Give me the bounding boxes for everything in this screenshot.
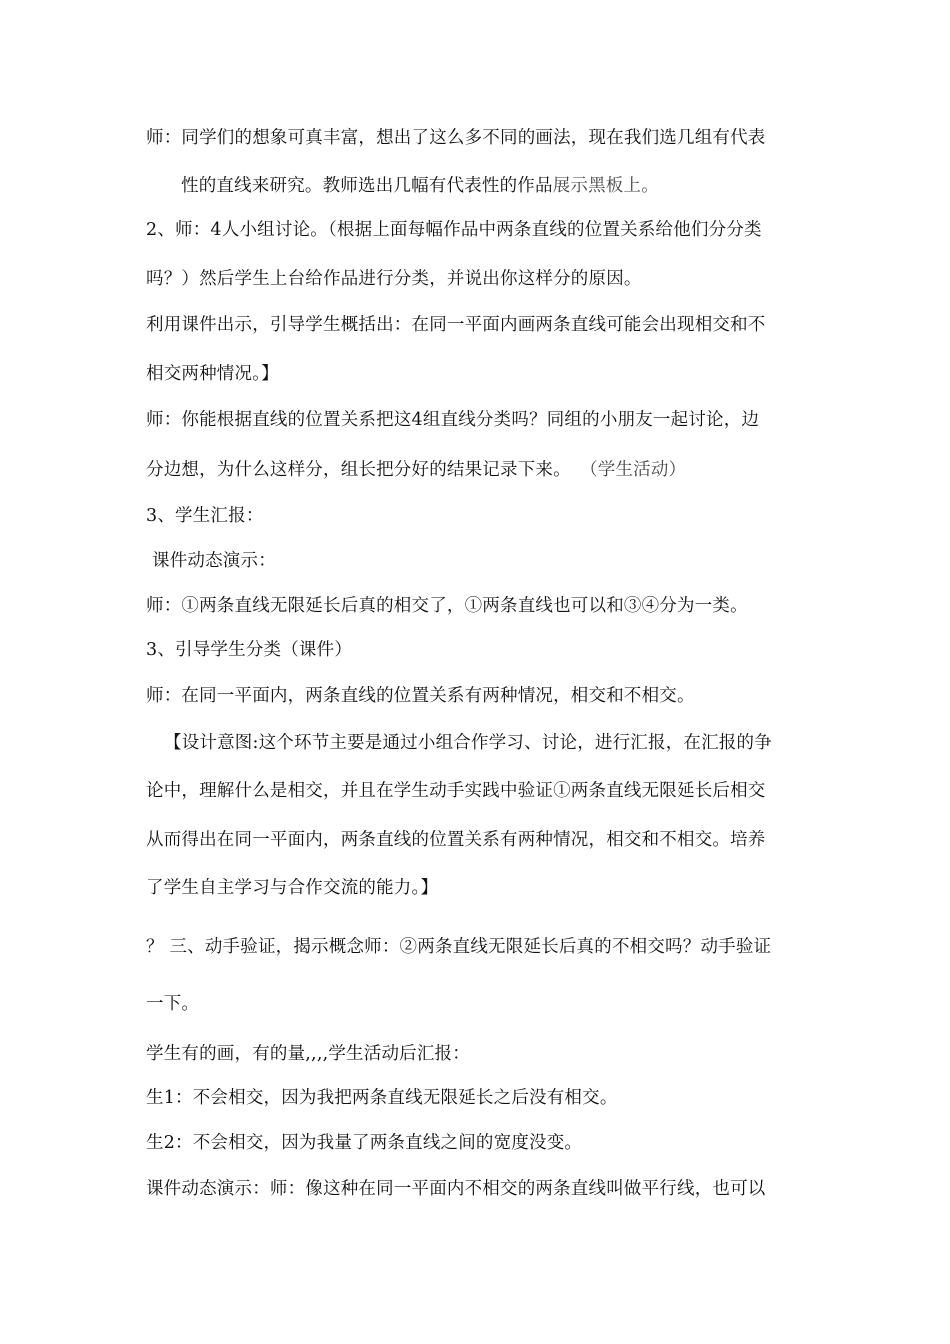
text-line-8: 分边想，为什么这样分，组长把分好的结果记录下来。 （学生活动） xyxy=(146,460,687,480)
text-line-19: 一下。 xyxy=(146,994,200,1014)
text-line-18: ？ 三、动手验证，揭示概念师：②两条直线无限延长后真的不相交吗？动手验证 xyxy=(146,937,772,957)
text-line-16: 从而得出在同一平面内，两条直线的位置关系有两种情况，相交和不相交。培养 xyxy=(146,830,766,850)
text-line-12: 3、引导学生分类（课件） xyxy=(146,640,353,660)
text-line-13: 师：在同一平面内，两条直线的位置关系有两种情况，相交和不相交。 xyxy=(146,686,695,706)
text-line-23: 课件动态演示：师：像这种在同一平面内不相交的两条直线叫做平行线，也可以 xyxy=(146,1179,766,1199)
text-line-22: 生2：不会相交，因为我量了两条直线之间的宽度没变。 xyxy=(146,1133,583,1153)
text-line-6: 相交两种情况。】 xyxy=(146,364,279,384)
text-line-1: 师：同学们的想象可真丰富，想出了这么多不同的画法，现在我们选几组有代表 xyxy=(146,128,766,148)
text-line-2: 性的直线来研究。教师选出几幅有代表性的作品展示黑板上。 xyxy=(181,176,659,196)
text-line-21: 生1：不会相交，因为我把两条直线无限延长之后没有相交。 xyxy=(146,1088,618,1108)
text-line-9: 3、学生汇报： xyxy=(146,506,264,526)
text-line-3: 2、师：4人小组讨论。（根据上面每幅作品中两条直线的位置关系给他们分分类 xyxy=(146,220,762,240)
text-line-4: 吗？）然后学生上台给作品进行分类，并说出你这样分的原因。 xyxy=(146,269,642,289)
text-line-11: 师：①两条直线无限延长后真的相交了，①两条直线也可以和③④分为一类。 xyxy=(146,596,748,616)
text-line-17: 了学生自主学习与合作交流的能力。】 xyxy=(146,878,439,898)
text-line-5: 利用课件出示，引导学生概括出：在同一平面内画两条直线可能会出现相交和不 xyxy=(146,315,766,335)
text-line-15: 论中，理解什么是相交，并且在学生动手实践中验证①两条直线无限延长后相交 xyxy=(146,781,766,801)
text-line-20: 学生有的画，有的量,,,,学生活动后汇报： xyxy=(146,1044,470,1064)
text-line-10: 课件动态演示： xyxy=(152,551,276,571)
text-line-8-tail: （学生活动） xyxy=(588,460,687,480)
text-line-7: 师：你能根据直线的位置关系把这4组直线分类吗？同组的小朋友一起讨论，边 xyxy=(146,410,760,430)
text-line-14: 【设计意图:这个环节主要是通过小组合作学习、讨论，进行汇报，在汇报的争 xyxy=(164,733,772,753)
text-line-2-tail: 展示黑板上。 xyxy=(552,176,659,196)
